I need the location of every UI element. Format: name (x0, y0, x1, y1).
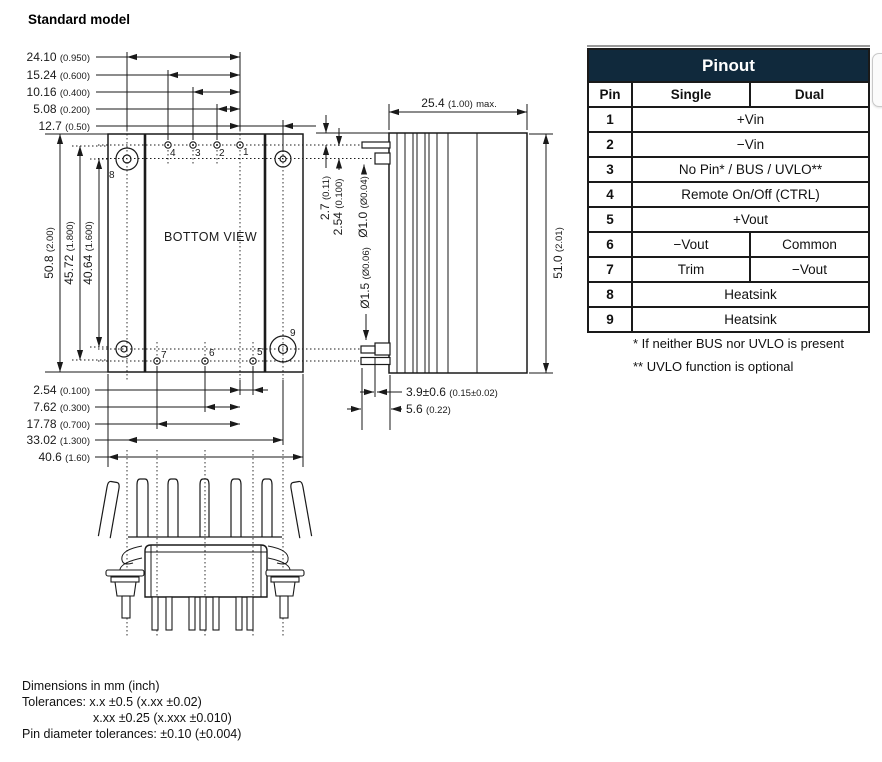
cell-function: Heatsink (724, 312, 777, 327)
note-tolerances-2: x.xx ±0.25 (x.xxx ±0.010) (93, 711, 232, 725)
dim-label-25-4-max: 25.4 (1.00) max. (421, 96, 497, 110)
cell-single: Trim (633, 258, 751, 281)
table-row (589, 306, 868, 331)
note-pin-tolerances: Pin diameter tolerances: ±0.10 (±0.004) (22, 727, 242, 741)
cell-single: −Vout (633, 233, 751, 256)
dim-label-2-7-offset: 2.7 (0.11) (318, 175, 332, 221)
cell-function: −Vin (736, 137, 765, 152)
dim-label-24-10: 24.10 (0.950) (26, 50, 90, 64)
dim-label-5-6: 5.6 (0.22) (406, 402, 451, 416)
bottom-view-label: BOTTOM VIEW (164, 230, 258, 244)
dim-label-15-24: 15.24 (0.600) (26, 68, 90, 82)
pin-number-4: 4 (170, 148, 176, 159)
cell-dual: Common (782, 237, 837, 252)
pin-number-3: 3 (195, 148, 201, 159)
cell-dual: −Vout (792, 262, 827, 277)
dim-label-45-72: 45.72 (1.800) (62, 221, 76, 285)
cell-pin: 8 (589, 283, 633, 306)
table-row (589, 231, 868, 256)
cell-function: Remote On/Off (CTRL) (681, 187, 820, 202)
cell-function: +Vout (733, 212, 768, 227)
footer-notes (22, 678, 241, 742)
column-header-dual: Dual (794, 87, 825, 102)
note-tolerances-1: Tolerances: x.x ±0.5 (x.xx ±0.02) (22, 695, 202, 709)
pinout-table-title: Pinout (589, 50, 868, 81)
dim-label-40-64: 40.64 (1.600) (81, 221, 95, 285)
dim-label-33-02: 33.02 (1.300) (26, 433, 90, 447)
table-row (589, 106, 868, 131)
pin-number-9: 9 (290, 328, 296, 339)
pin-number-6: 6 (209, 348, 215, 359)
pin-number-2: 2 (219, 148, 225, 159)
dim-label-dia-1-5: Ø1.5 (Ø0.06) (358, 247, 372, 309)
dim-label-10-16: 10.16 (0.400) (26, 85, 90, 99)
table-row (589, 206, 868, 231)
pin-number-1: 1 (243, 147, 249, 158)
dim-label-12-7: 12.7 (0.50) (38, 119, 90, 133)
pin-number-8: 8 (109, 170, 115, 181)
footnote-uvlo-optional: ** UVLO function is optional (633, 359, 794, 374)
note-dimensions: Dimensions in mm (inch) (22, 679, 160, 693)
table-row (589, 281, 868, 306)
dim-label-40-6: 40.6 (1.60) (38, 450, 90, 464)
cell-function: Heatsink (724, 287, 777, 302)
dim-label-5-08: 5.08 (0.200) (33, 102, 90, 116)
dim-label-51-0: 51.0 (2.01) (551, 227, 565, 279)
dim-label-2-54-offset: 2.54 (0.100) (331, 178, 345, 236)
cell-pin: 6 (589, 233, 633, 256)
cell-pin: 2 (589, 133, 633, 156)
dim-label-2-54: 2.54 (0.100) (33, 383, 90, 397)
column-header-single: Single (633, 83, 751, 106)
side-view-drawing (316, 104, 553, 430)
dim-label-7-62: 7.62 (0.300) (33, 400, 90, 414)
column-header-pin: Pin (589, 83, 633, 106)
dim-label-3-9: 3.9±0.6 (0.15±0.02) (406, 385, 498, 399)
cell-pin: 5 (589, 208, 633, 231)
pin-number-7: 7 (161, 350, 167, 361)
pinout-table (587, 48, 870, 333)
footnote-bus-uvlo: * If neither BUS nor UVLO is present (633, 336, 844, 351)
cell-pin: 3 (589, 158, 633, 181)
cell-function: No Pin* / BUS / UVLO** (678, 162, 823, 177)
cell-pin: 7 (589, 258, 633, 281)
table-row (589, 131, 868, 156)
table-row (589, 181, 868, 206)
table-row (589, 256, 868, 281)
dim-label-50-8: 50.8 (2.00) (42, 227, 56, 279)
dim-label-dia-1-0: Ø1.0 (Ø0.04) (356, 176, 370, 238)
cell-pin: 9 (589, 308, 633, 331)
page-title: Standard model (28, 12, 131, 27)
heatsink-drawing (98, 450, 311, 636)
floating-button-partial[interactable] (872, 53, 882, 107)
cell-function: +Vin (736, 112, 765, 127)
table-row (589, 156, 868, 181)
cell-pin: 4 (589, 183, 633, 206)
pinout-table-header-row (589, 81, 868, 106)
pin-number-5: 5 (257, 347, 263, 358)
table-top-divider (587, 45, 870, 47)
cell-pin: 1 (589, 108, 633, 131)
dim-label-17-78: 17.78 (0.700) (26, 417, 90, 431)
